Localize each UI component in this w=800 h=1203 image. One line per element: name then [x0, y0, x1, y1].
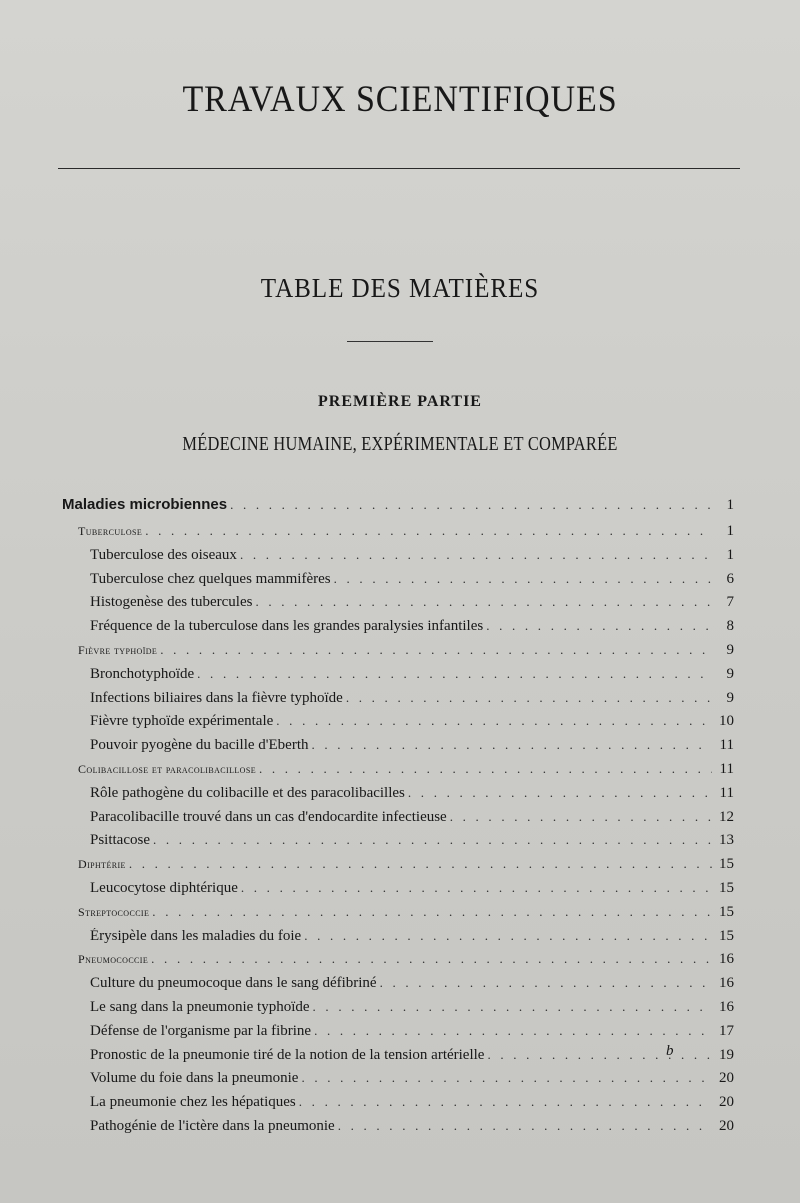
toc-page-number: 11 [719, 737, 734, 754]
dot-leader [346, 690, 712, 706]
toc-page-number: 20 [719, 1117, 734, 1134]
dot-leader [301, 1070, 712, 1086]
toc-entry-label: Psittacose [90, 832, 150, 849]
toc-page-number: 9 [726, 689, 734, 706]
toc-heading: TABLE DES MATIÈRES [260, 273, 540, 303]
toc-entry-label: Pouvoir pyogène du bacille d'Eberth [90, 737, 309, 754]
toc-category-row [60, 904, 734, 928]
toc-item-row [60, 1070, 734, 1094]
toc-page-number: 15 [719, 856, 734, 873]
toc-item-row [60, 666, 734, 690]
toc-entry-label: Maladies microbiennes [62, 496, 228, 513]
toc-entry-label: Fièvre typhoïde [78, 642, 158, 657]
toc-entry-label: Leucocytose diphtérique [90, 879, 238, 896]
toc-entry-label: Streptococcie [78, 904, 150, 919]
toc-page-number: 20 [719, 1094, 734, 1111]
page-title: TRAVAUX SCIENTIFIQUES [182, 79, 618, 120]
toc-heading-divider [347, 341, 433, 342]
toc-item-row [60, 1047, 734, 1071]
toc-page-number: 13 [719, 832, 734, 849]
toc-item-row [60, 1118, 734, 1142]
toc-page-number: 7 [726, 594, 734, 611]
toc-category-row [60, 951, 734, 975]
toc-item-row [60, 690, 734, 714]
part-label: PREMIÈRE PARTIE [318, 393, 482, 410]
toc-page-number: 16 [719, 951, 734, 968]
toc-item-row [60, 1023, 734, 1047]
dot-leader [151, 951, 712, 967]
toc-page-number: 1 [726, 523, 734, 539]
toc-entry-label: Pronostic de la pneumonie tiré de la notion de la tension artérielle [90, 1046, 485, 1063]
toc-item-row [60, 809, 734, 833]
toc-page-number: 1 [726, 546, 734, 563]
dot-leader [152, 904, 712, 920]
toc-page-number: 15 [719, 903, 734, 920]
toc-item-row [60, 785, 734, 809]
dot-leader [255, 594, 712, 610]
toc-page-number: 20 [719, 1070, 734, 1087]
dot-leader [240, 547, 712, 563]
dot-leader [314, 1023, 712, 1039]
dot-leader [450, 809, 712, 825]
toc-entry-label: Infections biliaires dans la fièvre typhoïde [90, 689, 343, 706]
toc-page-number: 16 [719, 998, 734, 1015]
toc-page-number: 9 [726, 641, 734, 658]
toc-page-number: 10 [719, 713, 734, 730]
toc-entry-label: Bronchotyphoïde [90, 665, 195, 682]
toc-page-number: 19 [719, 1046, 734, 1063]
dot-leader [160, 642, 712, 658]
toc-item-row [60, 618, 734, 642]
toc-page-number: 9 [726, 665, 734, 682]
toc-page-number: 15 [719, 927, 734, 944]
toc-entry-label: Colibacillose et paracolibacillose [78, 761, 256, 776]
toc-entry-label: Le sang dans la pneumonie typhoïde [90, 998, 310, 1015]
toc-item-row [60, 928, 734, 952]
toc-page-number: 16 [719, 975, 734, 992]
toc-item-row [60, 1094, 734, 1118]
dot-leader [129, 856, 712, 872]
dot-leader [338, 1118, 712, 1134]
toc-item-row [60, 713, 734, 737]
dot-leader [145, 523, 712, 539]
toc-page-number: 8 [726, 618, 734, 635]
toc-page-number: 11 [719, 784, 734, 801]
toc-page-number: 11 [719, 760, 734, 777]
dot-leader [259, 761, 712, 777]
toc-entry-label: Paracolibacille trouvé dans un cas d'endocardite infectieuse [90, 808, 447, 825]
dot-leader [313, 999, 712, 1015]
dot-leader [153, 832, 712, 848]
toc-category-row [60, 642, 734, 666]
signature-mark: b [666, 1043, 674, 1059]
toc-entry-label: Histogenèse des tubercules [90, 594, 253, 611]
title-divider [58, 168, 740, 169]
toc-item-row [60, 880, 734, 904]
dot-leader [197, 666, 712, 682]
toc-entry-label: La pneumonie chez les hépatiques [90, 1094, 296, 1111]
dot-leader [311, 737, 712, 753]
toc-entry-label: Diphtérie [78, 857, 126, 872]
toc-entry-label: Pathogénie de l'ictère dans la pneumonie [90, 1117, 335, 1134]
dot-leader [408, 785, 712, 801]
toc-item-row [60, 594, 734, 618]
toc-page-number: 15 [719, 879, 734, 896]
toc-entry-label: Fièvre typhoïde expérimentale [90, 713, 274, 730]
toc-page-number: 17 [719, 1022, 734, 1039]
dot-leader [304, 928, 712, 944]
toc-page-number: 6 [726, 570, 734, 587]
part-subtitle: MÉDECINE HUMAINE, EXPÉRIMENTALE ET COMPARÉE [182, 433, 618, 455]
toc-item-row [60, 832, 734, 856]
toc-category-row [60, 856, 734, 880]
table-of-contents [60, 496, 734, 1142]
toc-item-row [60, 547, 734, 571]
toc-entry-label: Tuberculose des oiseaux [90, 546, 237, 563]
toc-entry-label: Fréquence de la tuberculose dans les grandes paralysies infantiles [90, 618, 484, 635]
toc-entry-label: Érysipèle dans les maladies du foie [90, 927, 302, 944]
toc-section-row [60, 496, 734, 523]
toc-entry-label: Volume du foie dans la pneumonie [90, 1070, 299, 1087]
toc-item-row [60, 975, 734, 999]
dot-leader [487, 1047, 712, 1063]
toc-item-row [60, 999, 734, 1023]
toc-entry-label: Pneumococcie [78, 952, 149, 967]
toc-entry-label: Culture du pneumocoque dans le sang défibriné [90, 975, 377, 992]
toc-category-row [60, 523, 734, 547]
toc-entry-label: Défense de l'organisme par la fibrine [90, 1022, 312, 1039]
toc-item-row [60, 737, 734, 761]
toc-entry-label: Tuberculose [78, 524, 143, 538]
dot-leader [334, 571, 712, 587]
dot-leader [230, 497, 712, 513]
dot-leader [276, 713, 712, 729]
toc-item-row [60, 571, 734, 595]
toc-page-number: 12 [719, 808, 734, 825]
dot-leader [241, 880, 712, 896]
toc-page-number: 1 [726, 497, 734, 513]
dot-leader [299, 1094, 712, 1110]
toc-category-row [60, 761, 734, 785]
dot-leader [486, 618, 712, 634]
dot-leader [380, 975, 712, 991]
toc-entry-label: Tuberculose chez quelques mammifères [90, 570, 331, 587]
toc-entry-label: Rôle pathogène du colibacille et des paracolibacilles [90, 784, 405, 801]
